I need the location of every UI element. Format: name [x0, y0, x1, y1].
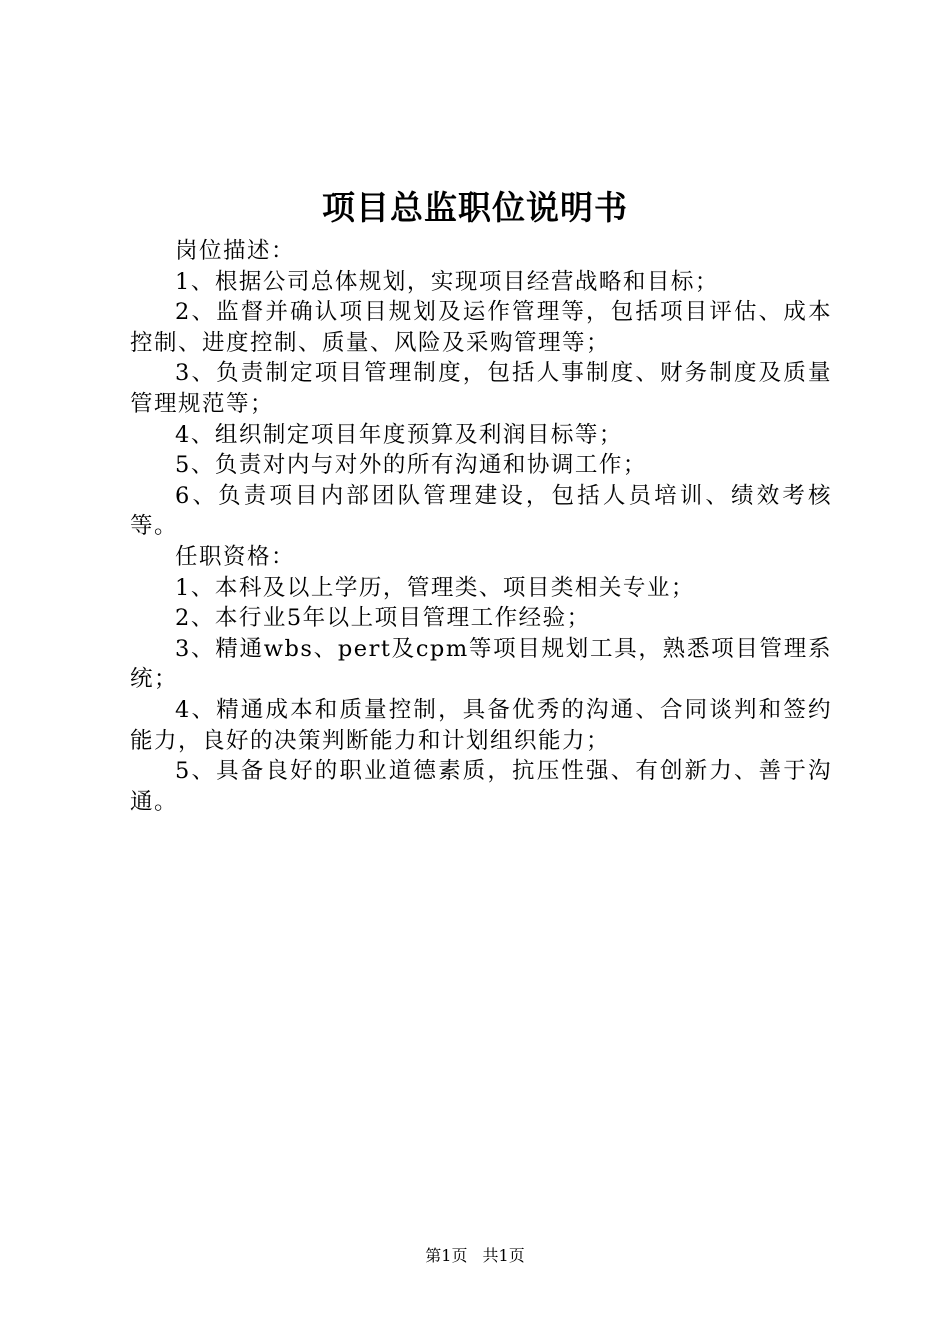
section-heading-qualifications: 任职资格： — [175, 543, 296, 570]
paragraph-duty-4: 4、组织制定项目年度预算及利润目标等； — [175, 421, 623, 448]
page-number: 第1页 — [425, 1246, 468, 1265]
paragraph-qualification-2: 2、本行业5年以上项目管理工作经验； — [175, 605, 591, 632]
paragraph-duty-2: 2、监督并确认项目规划及运作管理等，包括项目评估、成本控制、进度控制、质量、风险及采购管理等； — [130, 299, 832, 356]
section-heading-job-description: 岗位描述： — [175, 238, 296, 264]
paragraph-duty-6: 6、负责项目内部团队管理建设，包括人员培训、绩效考核等。 — [130, 482, 832, 540]
page-total: 共1页 — [482, 1246, 525, 1265]
page-footer — [0, 1244, 950, 1268]
document-body — [130, 236, 832, 817]
paragraph-duty-1: 1、根据公司总体规划，实现项目经营战略和目标； — [175, 268, 719, 295]
paragraph-qualification-3: 3、精通wbs、pert及cpm等项目规划工具，熟悉项目管理系统； — [130, 635, 832, 693]
paragraph-duty-5: 5、负责对内与对外的所有沟通和协调工作； — [175, 452, 647, 479]
paragraph-duty-3: 3、负责制定项目管理制度，包括人事制度、财务制度及质量管理规范等； — [130, 360, 832, 417]
paragraph-qualification-5: 5、具备良好的职业道德素质，抗压性强、有创新力、善于沟通。 — [130, 758, 832, 815]
paragraph-qualification-1: 1、本科及以上学历，管理类、项目类相关专业； — [175, 574, 695, 601]
paragraph-qualification-4: 4、精通成本和质量控制，具备优秀的沟通、合同谈判和签约能力，良好的决策判断能力和计划组织能力； — [130, 696, 832, 754]
document-title: 项目总监职位说明书 — [322, 188, 628, 227]
